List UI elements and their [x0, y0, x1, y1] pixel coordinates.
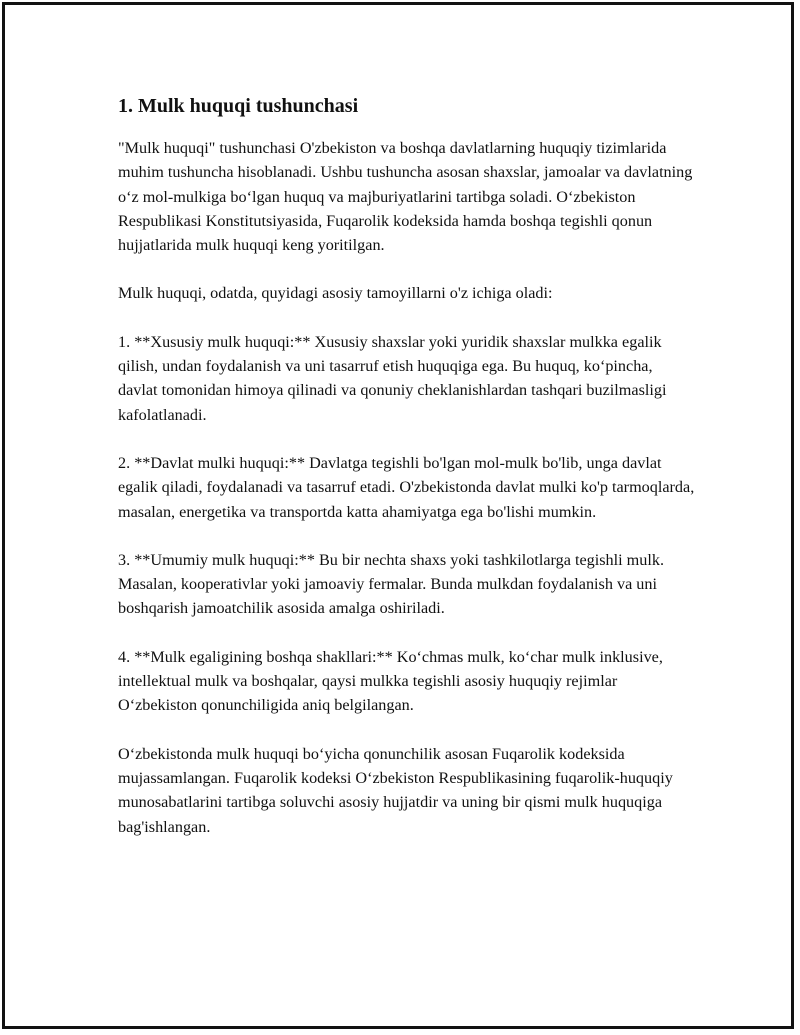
state-property-paragraph: 2. **Davlat mulki huquqi:** Davlatga tegishli bo'lgan mol-mulk bo'lib, unga davlat egalik qiladi, foydalanadi va tasarruf etadi. O'zbekistonda davlat mulki ko'p tarmoqlarda, masalan, energetika va transportda katta ahamiyatga ega bo'lishi mumkin. — [118, 453, 695, 521]
common-property-paragraph: 3. **Umumiy mulk huquqi:** Bu bir nechta shaxs yoki tashkilotlarga tegishli mulk. Masalan, kooperativlar yoki jamoaviy fermalar. Bunda mulkdan foydalanish va uni boshqarish jamoatchilik asosida amalga oshiriladi. — [118, 550, 664, 618]
intro-paragraph: "Mulk huquqi" tushunchasi O'zbekiston va boshqa davlatlarning huquqiy tizimlarida muhim tushuncha hisoblanadi. Ushbu tushuncha asosan shaxslar, jamoalar va davlatning o‘z mol-mulkiga bo‘lgan huquq va majburiyatlarini tartibga soladi. O‘zbekiston Respublikasi Konstitutsiyasida, Fuqarolik kodeksida hamda boshqa tegishli qonun hujjatlarida mulk huquqi keng yoritilgan. — [118, 139, 693, 255]
other-forms-paragraph: 4. **Mulk egaligining boshqa shakllari:** Ko‘chmas mulk, ko‘char mulk inklusive, intellektual mulk va boshqalar, qaysi mulkka tegishli asosiy huquqiy rejimlar O‘zbekiston qonunchiligida aniq belgilangan. — [118, 647, 663, 715]
legislation-paragraph: O‘zbekistonda mulk huquqi bo‘yicha qonunchilik asosan Fuqarolik kodeksida mujassamlangan. Fuqarolik kodeksi O‘zbekiston Respublikasining fuqarolik-huquqiy munosabatlarini tartibga soluvchi asosiy hujjatdir va uning bir qismi mulk huquqiga bag'ishlangan. — [118, 744, 673, 836]
document-title: 1. Mulk huquqi tushunchasi — [118, 95, 359, 117]
principles-intro-paragraph: Mulk huquqi, odatda, quyidagi asosiy tamoyillarni o'z ichiga oladi: — [118, 284, 553, 303]
private-property-paragraph: 1. **Xususiy mulk huquqi:** Xususiy shaxslar yoki yuridik shaxslar mulkka egalik qilish, undan foydalanish va uni tasarruf etish huquqiga ega. Bu huquq, ko‘pincha, davlat tomonidan himoya qilinadi va qonuniy cheklanishlardan tashqari buzilmasligi kafolatlanadi. — [118, 332, 667, 424]
document-body — [118, 92, 696, 863]
